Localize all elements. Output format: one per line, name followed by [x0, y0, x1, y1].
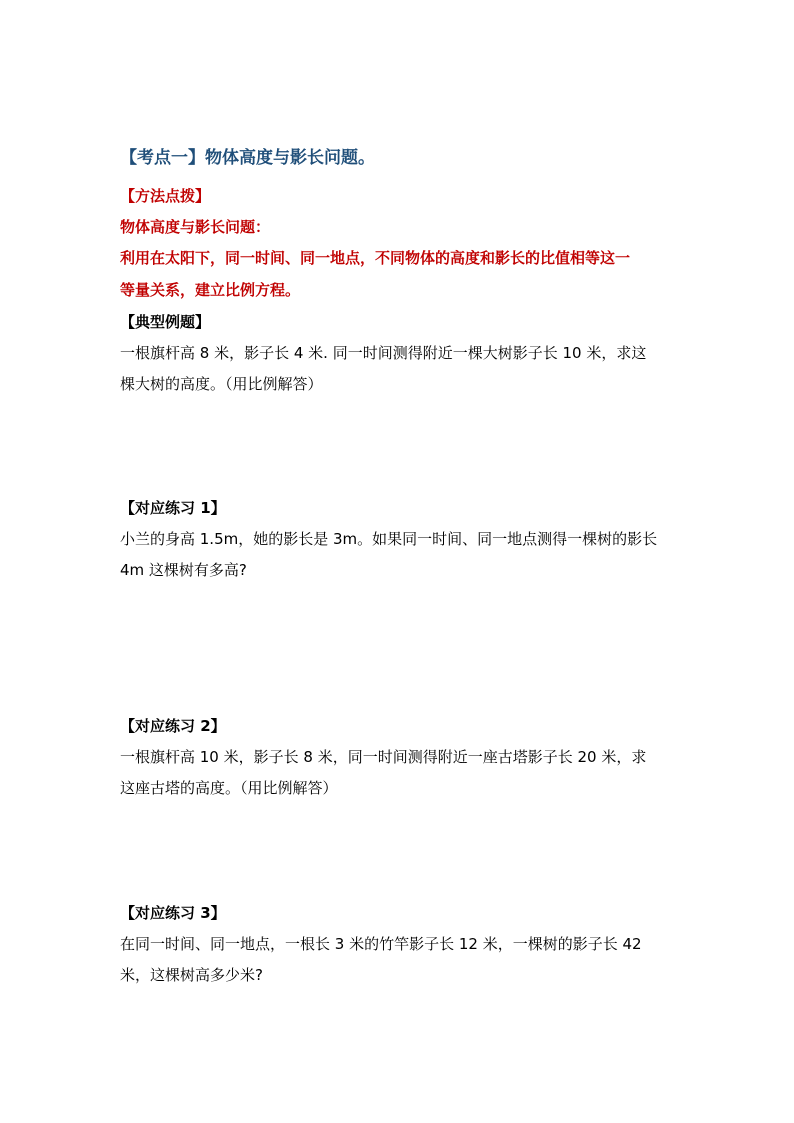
exercise-3-line-1: 在同一时间、同一地点，一根长 3 米的竹竿影子长 12 米，一棵树的影子长 42	[120, 935, 642, 953]
method-line-1: 利用在太阳下，同一时间、同一地点，不同物体的高度和影长的比值相等这一	[120, 249, 631, 267]
exercise-1-line-1: 小兰的身高 1.5m，她的影长是 3m。如果同一时间、同一地点测得一棵树的影长	[120, 530, 658, 548]
exercise-2-line-2: 这座古塔的高度。（用比例解答）	[120, 779, 338, 797]
exercise-2-line-1: 一根旗杆高 10 米，影子长 8 米，同一时间测得附近一座古塔影子长 20 米，求	[120, 748, 647, 766]
exercise-3-line-2: 米，这棵树高多少米?	[120, 966, 263, 984]
exercise-3-label: 【对应练习 3】	[120, 904, 226, 922]
method-topic: 物体高度与影长问题：	[120, 218, 271, 236]
exercise-1-label: 【对应练习 1】	[120, 499, 226, 517]
example-line-1: 一根旗杆高 8 米，影子长 4 米. 同一时间测得附近一棵大树影子长 10 米，求这	[120, 344, 647, 362]
section-title: 【考点一】物体高度与影长问题。	[120, 148, 375, 168]
exercise-1-line-2: 4m 这棵树有多高?	[120, 561, 247, 579]
exercise-2-label: 【对应练习 2】	[120, 717, 226, 735]
example-label: 【典型例题】	[120, 313, 211, 331]
example-line-2: 棵大树的高度。（用比例解答）	[120, 375, 323, 393]
method-line-2: 等量关系，建立比例方程。	[120, 281, 301, 299]
method-label: 【方法点拨】	[120, 187, 211, 205]
